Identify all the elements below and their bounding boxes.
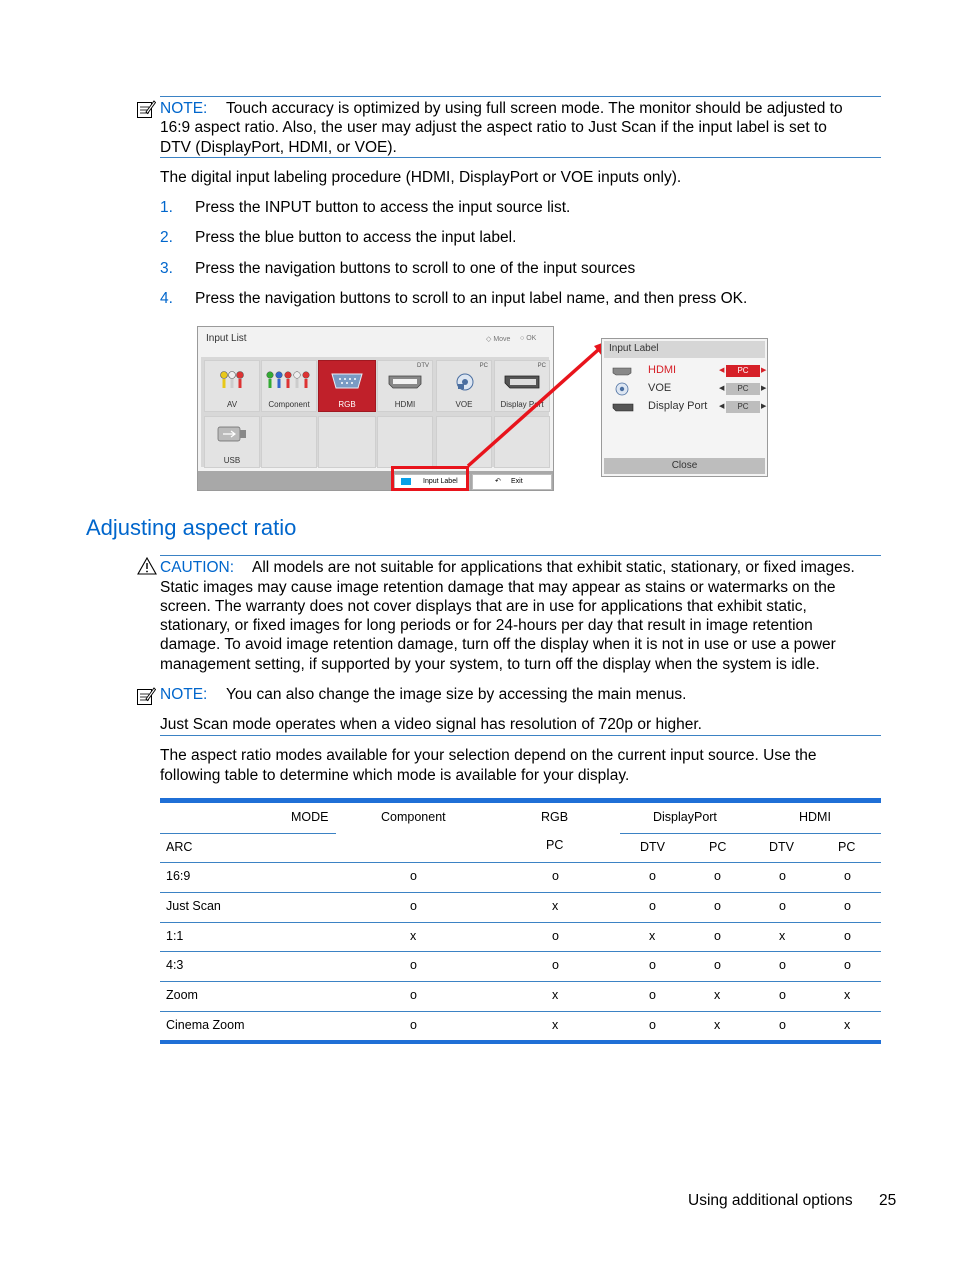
table-divider (160, 1011, 881, 1012)
note-top-rule (160, 96, 881, 97)
table-cell: x (844, 988, 851, 1002)
note-label: NOTE: (160, 686, 208, 703)
caution-label: CAUTION: (160, 559, 235, 576)
label-row-voe[interactable]: VOE ◀ PC ▶ (610, 382, 766, 397)
table-header-hdmi: HDMI (799, 810, 831, 824)
label-row-displayport[interactable]: Display Port ◀ PC ▶ (610, 400, 766, 415)
table-divider (620, 833, 881, 834)
caution-text-line: Static images may cause image retention damage that may appear as stains or watermarks on the (160, 579, 836, 596)
input-tile-usb[interactable]: USB (204, 416, 260, 468)
arrow-left-icon[interactable]: ◀ (719, 385, 725, 392)
input-tile-displayport[interactable]: PC Display Port (494, 360, 550, 412)
table-cell: o (779, 988, 786, 1002)
table-header-dp-pc: PC (709, 840, 727, 854)
table-cell: o (714, 869, 721, 883)
table-header-component: Component (381, 810, 446, 824)
step-number: 1. (160, 199, 173, 216)
caution-top-rule (160, 555, 881, 556)
table-cell: o (649, 899, 656, 913)
note-text-line: You can also change the image size by accessing the main menus. (226, 686, 687, 703)
input-tile-voe[interactable]: PC VOE (436, 360, 492, 412)
table-cell: x (714, 1018, 721, 1032)
table-divider (160, 833, 336, 834)
body-paragraph-line: The aspect ratio modes available for your selection depend on the current input source. Use the (160, 747, 817, 764)
step-number: 3. (160, 260, 173, 277)
table-row-mode: Zoom (166, 988, 198, 1002)
table-header-rgb: RGB (541, 810, 569, 824)
red-arrow (460, 336, 615, 472)
note-bottom-rule (160, 157, 881, 158)
table-divider (160, 892, 881, 893)
footer-section-title: Using additional options (688, 1192, 853, 1209)
empty-tile (377, 416, 433, 468)
table-cell: o (410, 1018, 417, 1032)
usb-drive-icon (217, 425, 247, 443)
close-button[interactable]: Close (604, 458, 765, 474)
table-cell: x (714, 988, 721, 1002)
input-list-title: Input List (206, 333, 247, 344)
note-icon (136, 686, 156, 706)
caution-warning-icon (137, 557, 157, 575)
table-cell: o (410, 958, 417, 972)
caution-text-line: screen. The warranty does not cover displays that are in use for applications that exhibit static, (160, 598, 807, 615)
input-tile-av[interactable]: AV (204, 360, 260, 412)
empty-tile (261, 416, 317, 468)
note-text-line: 16:9 aspect ratio. Also, the user may adjust the aspect ratio to Just Scan if the input label is set to (160, 119, 827, 136)
table-header-rgb-pc: PC (546, 838, 564, 852)
section-heading: Adjusting aspect ratio (86, 515, 297, 540)
body-paragraph-line: following table to determine which mode is available for your display. (160, 767, 630, 784)
table-divider (160, 981, 881, 982)
step-text: Press the navigation buttons to scroll to an input label name, and then press OK. (195, 290, 748, 307)
arrow-left-icon[interactable]: ◀ (719, 403, 725, 410)
table-cell: o (844, 899, 851, 913)
caution-text-line: All models are not suitable for applications that exhibit static, stationary, or fixed images. (252, 559, 855, 576)
input-tile-hdmi[interactable]: DTV HDMI (377, 360, 433, 412)
table-bottom-border (160, 1040, 881, 1044)
table-cell: o (552, 958, 559, 972)
highlight-box (391, 466, 469, 491)
input-tile-component[interactable]: Component (261, 360, 317, 412)
table-cell: x (649, 929, 656, 943)
table-cell: o (714, 899, 721, 913)
rca-connector-icon (219, 369, 245, 389)
table-cell: o (714, 929, 721, 943)
table-cell: o (649, 1018, 656, 1032)
table-row-mode: 1:1 (166, 929, 184, 943)
note-text-line: Touch accuracy is optimized by using full screen mode. The monitor should be adjusted to (226, 100, 843, 117)
caution-text-line: management setting, if supported by your system, to turn off the display when the system is idle. (160, 656, 820, 673)
caution-text-line: stationary, or fixed images for long periods or for 24-hours per day that result in image retention (160, 617, 813, 634)
exit-button[interactable]: ↶ Exit (472, 474, 552, 490)
table-cell: x (552, 1018, 559, 1032)
input-tile-rgb-selected[interactable]: RGB (318, 360, 376, 412)
exit-icon: ↶ (495, 478, 501, 485)
table-cell: o (552, 869, 559, 883)
component-connector-icon (266, 369, 312, 389)
vga-connector-icon (330, 371, 364, 391)
table-cell: o (779, 958, 786, 972)
table-cell: o (779, 899, 786, 913)
note-text-line: Just Scan mode operates when a video signal has resolution of 720p or higher. (160, 716, 702, 733)
table-cell: o (649, 958, 656, 972)
table-header-hdmi-dtv: DTV (769, 840, 794, 854)
table-header-hdmi-pc: PC (838, 840, 856, 854)
table-divider (160, 922, 881, 923)
table-header-displayport: DisplayPort (653, 810, 717, 824)
table-cell: x (410, 929, 417, 943)
step-number: 2. (160, 229, 173, 246)
step-number: 4. (160, 290, 173, 307)
note-bottom-rule (160, 735, 881, 736)
note-text-line: DTV (DisplayPort, HDMI, or VOE). (160, 139, 397, 156)
table-cell: x (552, 988, 559, 1002)
key-label: INPUT (264, 199, 312, 216)
table-cell: o (410, 869, 417, 883)
arrow-right-icon[interactable]: ▶ (761, 403, 767, 410)
step-text: Press the navigation buttons to scroll to one of the input sources (195, 260, 636, 277)
displayport-connector-icon (612, 403, 634, 412)
table-divider (160, 862, 881, 863)
table-cell: o (844, 869, 851, 883)
table-cell: x (844, 1018, 851, 1032)
move-hint: ◇ Move (486, 336, 511, 343)
hdmi-connector-icon (388, 375, 422, 389)
label-row-hdmi[interactable]: HDMI ◀ PC ▶ (610, 364, 766, 379)
table-cell: o (779, 869, 786, 883)
arrow-left-icon[interactable]: ◀ (719, 367, 725, 374)
input-label-title: Input Label (609, 343, 659, 354)
table-cell: o (552, 929, 559, 943)
note-icon (136, 99, 156, 119)
table-row-mode: Cinema Zoom (166, 1018, 245, 1032)
input-label-button[interactable]: Input Label (394, 474, 470, 490)
table-cell: o (844, 929, 851, 943)
voe-icon (615, 382, 629, 396)
table-cell: o (649, 988, 656, 1002)
table-row-mode: 16:9 (166, 869, 191, 883)
hdmi-connector-icon (612, 367, 632, 376)
table-cell: o (410, 988, 417, 1002)
table-cell: x (552, 899, 559, 913)
input-label-panel (601, 338, 768, 477)
intro-paragraph: The digital input labeling procedure (HDMI, DisplayPort or VOE inputs only). (160, 169, 682, 186)
arrow-right-icon[interactable]: ▶ (761, 385, 767, 392)
empty-tile (318, 416, 376, 468)
table-cell: o (714, 958, 721, 972)
table-cell: x (779, 929, 786, 943)
table-cell: o (410, 899, 417, 913)
ok-hint: ○ OK (520, 335, 537, 342)
table-cell: o (779, 1018, 786, 1032)
table-row-mode: 4:3 (166, 958, 184, 972)
table-cell: o (649, 869, 656, 883)
note-label: NOTE: (160, 100, 208, 117)
key-label: OK (720, 290, 744, 307)
page-number: 25 (879, 1192, 897, 1209)
caution-text-line: damage. To avoid image retention damage, turn off the display when it is not in use or use a power (160, 636, 836, 653)
step-text: Press the blue button to access the input label. (195, 229, 517, 246)
table-header-mode: MODE (291, 810, 329, 824)
table-header-dp-dtv: DTV (640, 840, 665, 854)
table-cell: o (844, 958, 851, 972)
table-row-mode: Just Scan (166, 899, 221, 913)
table-header-arc: ARC (166, 840, 193, 854)
arrow-right-icon[interactable]: ▶ (761, 367, 767, 374)
table-divider (160, 951, 881, 952)
step-text: Press the INPUT button to access the input source list. (195, 199, 571, 216)
table-top-border (160, 798, 881, 803)
